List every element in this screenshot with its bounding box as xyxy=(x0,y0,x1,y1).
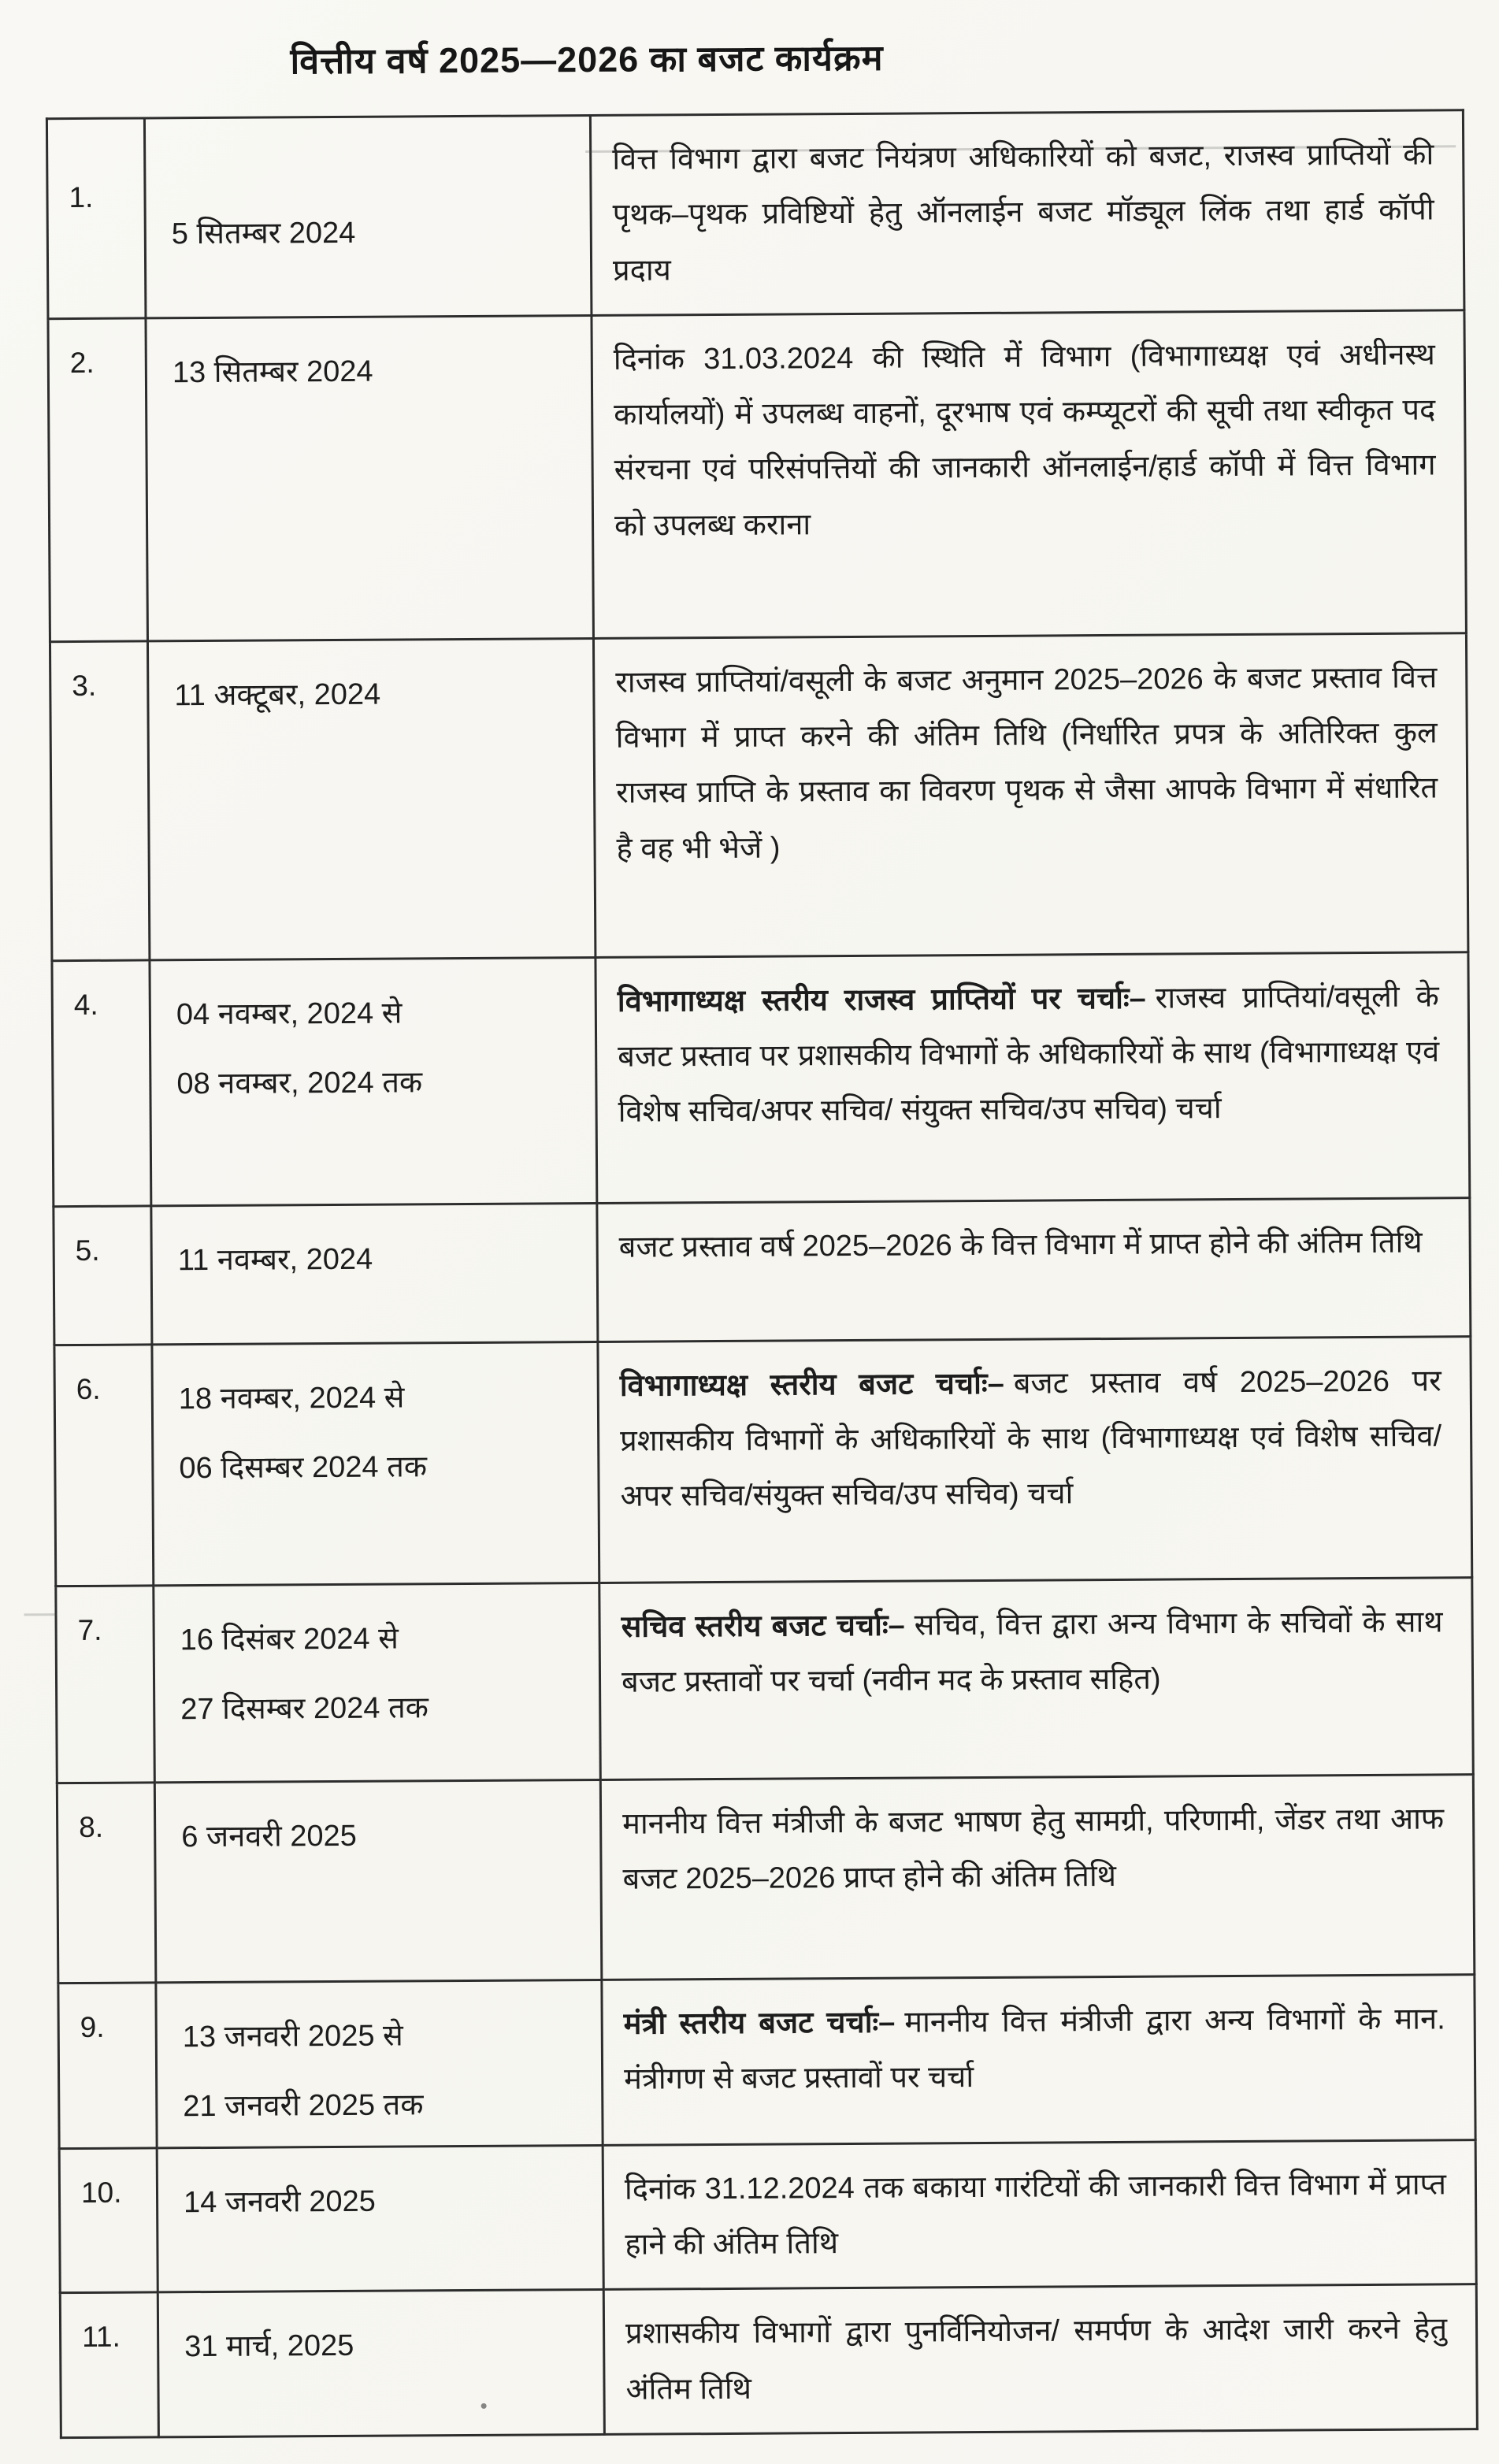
table-row xyxy=(59,2140,1476,2294)
table-row xyxy=(60,2284,1477,2438)
table-row xyxy=(56,1578,1473,1783)
serial-cell: 10. xyxy=(59,2148,158,2293)
description-text: माननीय वित्त मंत्रीजी के बजट भाषण हेतु सामग्री, परिणामी, जेंडर तथा आफ बजट 2025–2026 प्राप्त होने की अंतिम तिथि xyxy=(622,1802,1445,1896)
description-lead: विभागाध्यक्ष स्तरीय राजस्व प्राप्तियों पर चर्चाः– xyxy=(617,982,1146,1019)
description-cell xyxy=(603,2140,1476,2290)
description-text: दिनांक 31.03.2024 की स्थिति में विभाग (विभागाध्यक्ष एवं अधीनस्थ कार्यालयों) में उपलब्ध वाहनों, दूरभाष एवं कम्प्यूटरों की सूची तथा स्वीकृत पद संरचना एवं परिसंपत्तियों की जानकारी ऑनलाईन/हार्ड कॉपी में वित्त विभाग को उपलब्ध कराना xyxy=(613,338,1436,543)
date-line: 13 सितम्बर 2024 xyxy=(172,354,373,390)
date-cell xyxy=(144,115,592,317)
serial-cell: 7. xyxy=(56,1586,155,1783)
table-row xyxy=(54,1198,1471,1345)
description-lead: सचिव स्तरीय बजट चर्चाः– xyxy=(621,1609,905,1644)
date-line: 21 जनवरी 2025 तक xyxy=(183,2088,424,2124)
serial-cell: 2. xyxy=(48,318,148,642)
date-cell xyxy=(147,638,595,959)
serial-cell: 5. xyxy=(54,1206,152,1345)
date-cell xyxy=(156,1980,603,2147)
description-cell xyxy=(592,310,1466,639)
description-text: सचिव, वित्त द्वारा अन्य विभाग के सचिवों के साथ बजट प्रस्तावों पर चर्चा (नवीन मद के प्रस्ताव सहित) xyxy=(621,1605,1443,1699)
description-text: बजट प्रस्ताव वर्ष 2025–2026 के वित्त विभाग में प्राप्त होने की अंतिम तिथि xyxy=(618,1226,1423,1264)
date-line: 14 जनवरी 2025 xyxy=(183,2184,376,2220)
table-row xyxy=(48,310,1466,642)
description-cell xyxy=(598,1337,1472,1583)
description-cell xyxy=(603,2284,1477,2434)
serial-cell: 11. xyxy=(60,2292,158,2437)
date-line: 13 जनवरी 2025 से xyxy=(182,2019,403,2054)
description-cell xyxy=(600,1775,1475,1980)
table-row xyxy=(50,633,1467,961)
serial-cell: 1. xyxy=(46,118,146,319)
table-row xyxy=(52,952,1470,1207)
date-cell xyxy=(152,1341,599,1585)
date-line: 6 जनवरी 2025 xyxy=(181,1819,357,1854)
serial-cell: 6. xyxy=(54,1345,154,1586)
description-cell xyxy=(593,633,1467,958)
scan-artifact xyxy=(24,1613,58,1616)
scan-speck xyxy=(481,2403,487,2409)
date-cell xyxy=(146,315,593,640)
table-row xyxy=(57,1775,1475,1983)
description-text: बजट प्रस्ताव वर्ष 2025–2026 पर प्रशासकीय विभागों के अधिकारियों के साथ (विभागाध्यक्ष एवं विशेष सचिव/अपर सचिव/संयुक्त सचिव/उप सचिव) चर्चा xyxy=(620,1364,1442,1514)
date-line: 18 नवम्बर, 2024 से xyxy=(178,1381,405,1416)
description-lead: विभागाध्यक्ष स्तरीय बजट चर्चाः– xyxy=(619,1367,1004,1403)
date-line: 31 मार्च, 2025 xyxy=(184,2329,354,2364)
description-cell xyxy=(597,1198,1471,1342)
date-cell xyxy=(151,1203,598,1344)
date-line: 11 नवम्बर, 2024 xyxy=(177,1242,373,1278)
table-row xyxy=(46,110,1464,319)
date-cell xyxy=(150,957,597,1205)
description-text: माननीय वित्त मंत्रीजी द्वारा अन्य विभागों के मान. मंत्रीगण से बजट प्रस्तावों पर चर्चा xyxy=(624,2002,1445,2096)
serial-cell: 3. xyxy=(50,641,149,961)
description-text: प्रशासकीय विभागों द्वारा पुनर्विनियोजन/ समर्पण के आदेश जारी करने हेतु अंतिम तिथि xyxy=(625,2312,1448,2406)
description-cell xyxy=(602,1975,1475,2146)
date-cell xyxy=(157,2145,603,2292)
description-text: राजस्व प्राप्तियां/वसूली के बजट प्रस्ताव पर प्रशासकीय विभागों के अधिकारियों के साथ (विभागाध्यक्ष एवं विशेष सचिव/अपर सचिव/ संयुक्त सचिव/उप सचिव) चर्चा xyxy=(618,980,1440,1130)
date-line: 27 दिसम्बर 2024 तक xyxy=(180,1691,429,1727)
description-lead: मंत्री स्तरीय बजट चर्चाः– xyxy=(623,2006,896,2041)
description-text: राजस्व प्राप्तियां/वसूली के बजट अनुमान 2025–2026 के बजट प्रस्ताव वित्त विभाग में प्राप्त करने की अंतिम तिथि (निर्धारित प्रपत्र के अतिरिक्त कुल राजस्व प्राप्ति के प्रस्ताव का विवरण पृथक से जैसा आपके विभाग में संधारित है वह भी भेजें ) xyxy=(615,661,1438,866)
serial-cell: 4. xyxy=(52,960,151,1207)
budget-schedule-table xyxy=(46,109,1479,2439)
date-line: 11 अक्टूबर, 2024 xyxy=(174,677,381,713)
date-line: 16 दिसंबर 2024 से xyxy=(180,1622,399,1657)
serial-cell: 9. xyxy=(58,1983,157,2149)
date-cell xyxy=(154,1779,602,1982)
description-text: दिनांक 31.12.2024 तक बकाया गारंटियों की जानकारी वित्त विभाग में प्राप्त हाने की अंतिम तिथि xyxy=(624,2168,1447,2262)
date-line: 04 नवम्बर, 2024 से xyxy=(176,996,403,1032)
date-cell xyxy=(158,2290,604,2437)
date-cell xyxy=(154,1583,601,1782)
description-cell xyxy=(596,952,1470,1204)
table-row xyxy=(58,1975,1475,2149)
serial-cell: 8. xyxy=(57,1783,156,1983)
description-cell xyxy=(599,1578,1474,1780)
date-line: 08 नवम्बर, 2024 तक xyxy=(176,1066,423,1101)
date-line: 5 सितम्बर 2024 xyxy=(171,216,356,251)
table-row xyxy=(54,1337,1472,1586)
page-title: वित्तीय वर्ष 2025—2026 का बजट कार्यक्रम xyxy=(290,37,884,82)
description-cell xyxy=(590,110,1464,316)
date-line: 06 दिसम्बर 2024 तक xyxy=(179,1450,428,1486)
description-text: वित्त विभाग द्वारा बजट नियंत्रण अधिकारियों को बजट, राजस्व प्राप्तियों की पृथक–पृथक प्रविष्टियों हेतु ऑनलाईन बजट मॉड्यूल लिंक तथा हार्ड कॉपी प्रदाय xyxy=(612,138,1434,288)
